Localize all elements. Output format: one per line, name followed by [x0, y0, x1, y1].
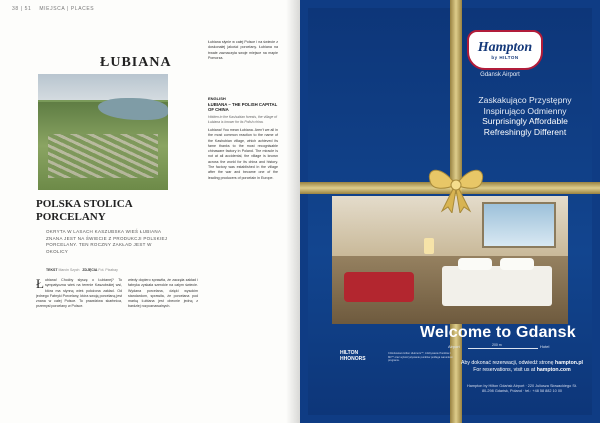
article-subtitle	[36, 198, 166, 224]
hotel-location: Gdansk Airport	[480, 72, 520, 78]
photo-sky	[38, 74, 168, 100]
hhonors-line-1: HILTON	[340, 350, 359, 356]
subtitle-line-1: POLSKA STOLICA	[36, 198, 133, 210]
gold-bow-icon	[424, 157, 488, 213]
slogan-pl-2: Inspirująco Odmienny	[483, 105, 567, 116]
hotel-address	[460, 384, 584, 395]
credit-photo-label: ZDJĘCIA	[82, 268, 98, 272]
english-title: ŁUBIANA – THE POLISH CAPITAL OF CHINA	[208, 102, 278, 113]
reservation-cta	[460, 360, 584, 374]
room-lamp	[424, 238, 434, 254]
article-title: ŁUBIANA	[100, 55, 172, 70]
page-number: 38 | 51	[12, 6, 32, 12]
cta-en-link[interactable]: hampton.com	[536, 367, 571, 373]
route-line	[468, 348, 538, 349]
slogan-pl-1: Zaskakująco Przystępny	[478, 95, 572, 105]
ad-slogan	[450, 95, 600, 137]
hotel-room-photo	[332, 196, 568, 324]
drop-cap: Ł	[36, 278, 44, 291]
body-column-1-text: ubiana! Choćby słyszę o Łubianej? To sympatyczna wieś na terenie Kaszubskiej wsi, która ma słynną wieś położona zakład. Od jednego Fabryki Porcelany, która swoją porcelaną jest znana w całej Polsce. To prawdziwa skarbnica, przemysł porcelany w Polsce.	[36, 278, 122, 309]
body-column-3: Łubiana słynie w całej Polsce i na świecie z doskonałej jakości porcelany. Łubiana na trwałe zaznaczyła swoje miejsce na mapie Pomorza.	[208, 40, 278, 60]
aerial-photo	[38, 74, 168, 190]
hotel-advertisement	[300, 0, 600, 423]
page-header	[12, 6, 100, 12]
subtitle-line-2: PORCELANY	[36, 211, 106, 223]
room-window	[482, 202, 556, 248]
cta-pl-text: Aby dokonać rezerwacji, odwiedź stronę	[461, 360, 554, 366]
cta-pl-link[interactable]: hampton.pl	[555, 360, 583, 366]
body-column-1	[36, 278, 122, 418]
route-from: Airport	[448, 344, 460, 349]
welcome-word: Welcome	[420, 324, 492, 341]
credit-text-label: TEKST	[46, 268, 58, 272]
room-bed	[442, 266, 552, 306]
english-label: ENGLISH	[208, 96, 226, 101]
article-credits	[46, 268, 118, 272]
cta-en	[460, 367, 584, 374]
address-line-1: Hampton by Hilton Gdańsk Airport · 220 Juliusza Słowackiego St.	[467, 384, 577, 388]
body-column-2: wtedy dopiero sprawiła, że zaczęła zakład i fabryka zyskała szerokie na całym świecie. Wydana porcelana, dzięki wysokim standardom, sprawiła, że porcelana pod marką Łubiana jest obecnie jedną z bardziej rozpoznawalnych.	[128, 278, 198, 309]
route-diagram	[448, 344, 578, 356]
room-pillow	[458, 258, 492, 270]
room-pillow	[500, 258, 534, 270]
article-lead: OKRYTA W LASACH KASZUBSKA WIEŚ ŁUBIANA ZNANA JEST NA ŚWIECIE Z PRODUKCJI POLSKIEJ PORCELANY. TEN ROCZNY ZAKŁAD JEST W OKOLICY	[46, 229, 168, 254]
photo-houses	[48, 134, 158, 178]
section-name: MIEJSCA | PLACES	[39, 6, 95, 12]
credit-photo-name: Fot. Pixabay	[98, 268, 118, 272]
logo-sub: by HILTON	[491, 54, 519, 60]
credit-text-name: Marcin Szych	[58, 268, 80, 272]
page-gutter	[286, 0, 300, 423]
slogan-en-2: Refreshingly Different	[483, 126, 567, 137]
route-distance: 200 m	[492, 343, 502, 347]
hampton-logo	[460, 30, 550, 70]
hhonors-fineprint: Członkostwo Hilton HHonors™, zdobywanie Punktów i Mil™ oraz wykorzystywanie punktów podlega warunkom programu.	[388, 352, 453, 363]
cta-pl	[460, 360, 584, 367]
hhonors-line-2: HHONORS	[340, 356, 366, 362]
logo-name: Hampton	[477, 39, 533, 55]
english-lead: Hidden in the Kashubian forests, the village of Łubiana is known for its Polish china.	[208, 115, 277, 124]
slogan-en-1: Surprisingly Affordable	[482, 116, 568, 126]
cta-en-text: For reservations, visit us at	[473, 367, 536, 373]
hhonors-logo	[340, 350, 366, 362]
room-sofa	[344, 272, 414, 302]
body-column-english: Łubiana! You mean Łubiana. Aren't we all in the most common reaction to the name of the Kashubian village, which achieved its fame thanks to the most recognisable chinaware factory in Poland. The miracle is not at all accidental, the village is known across the world for its china and history. The factory was established in the village after the war and became one of the leading producers of porcelain in Europe.	[208, 128, 278, 180]
welcome-destination: to Gdansk	[495, 324, 576, 341]
route-to: Hotel	[540, 344, 550, 349]
welcome-heading	[420, 324, 600, 342]
address-line-2: 80-298 Gdańsk, Poland · tel.: +48 58 882 10 00	[481, 389, 563, 394]
logo-shield	[467, 30, 543, 70]
